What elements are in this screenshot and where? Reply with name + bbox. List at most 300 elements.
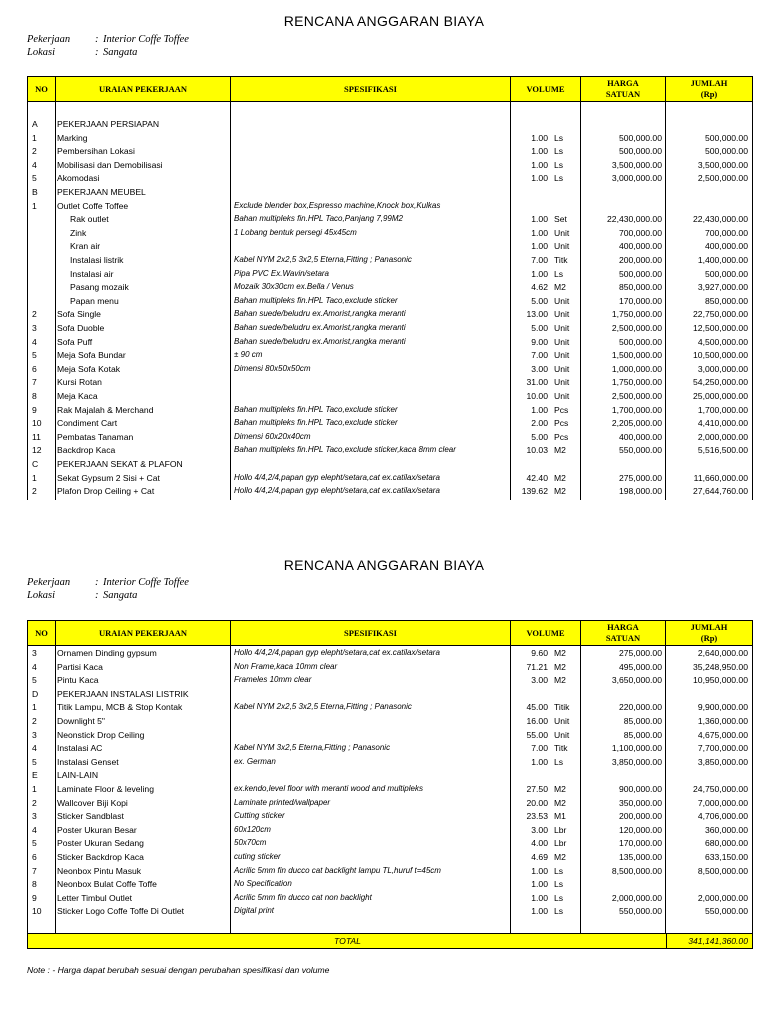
row-amount: 10,950,000.00 xyxy=(693,675,748,686)
table-row xyxy=(28,349,752,363)
row-amount: 12,500,000.00 xyxy=(693,323,748,333)
row-unit: Set xyxy=(554,214,567,225)
row-unit: M2 xyxy=(554,852,566,862)
row-unit-price: 3,500,000.00 xyxy=(611,159,662,170)
row-unit: Unit xyxy=(554,309,570,320)
row-unit: Titk xyxy=(554,743,568,754)
row-volume: 1.00 xyxy=(531,132,548,143)
row-unit-price: 220,000.00 xyxy=(618,702,662,713)
row-number: 1 xyxy=(32,200,37,211)
row-unit-price: 8,500,000.00 xyxy=(611,865,662,876)
table-row xyxy=(28,472,752,486)
page-title: RENCANA ANGGARAN BIAYA xyxy=(283,13,485,29)
table-row xyxy=(28,404,752,418)
row-volume: 5.00 xyxy=(531,323,548,333)
row-volume: 7.00 xyxy=(531,743,548,754)
row-unit-price: 495,000.00 xyxy=(618,661,662,672)
row-specification: Non Frame,kaca 10mm clear xyxy=(234,661,338,671)
row-number: 1 xyxy=(32,702,37,713)
table-row xyxy=(28,308,752,322)
row-amount: 22,430,000.00 xyxy=(693,214,748,225)
row-description: PEKERJAAN PERSIAPAN xyxy=(57,119,160,129)
row-description: Condiment Cart xyxy=(57,418,118,429)
row-amount: 5,516,500.00 xyxy=(697,445,748,456)
row-unit: Ls xyxy=(554,132,564,143)
row-volume: 10.03 xyxy=(526,445,548,456)
row-volume: 55.00 xyxy=(526,729,548,740)
row-description: Pembersihan Lokasi xyxy=(57,146,135,157)
row-description: Neonstick Drop Ceiling xyxy=(57,729,145,740)
row-unit-price: 3,850,000.00 xyxy=(611,756,662,767)
table-row xyxy=(28,905,752,919)
row-unit: Ls xyxy=(554,146,564,157)
row-number: 8 xyxy=(32,879,37,890)
total-value: 341,141,360.00 xyxy=(688,936,748,946)
row-unit-price: 700,000.00 xyxy=(618,227,662,238)
row-unit: Ls xyxy=(554,879,564,890)
table-row xyxy=(28,159,752,173)
row-description: Sofa Single xyxy=(57,309,101,320)
table-row xyxy=(28,810,752,824)
row-description: Outlet Coffe Toffee xyxy=(57,200,129,211)
row-volume: 5.00 xyxy=(531,295,548,306)
row-unit: Titk xyxy=(554,255,568,265)
row-description: Pintu Kaca xyxy=(57,675,99,686)
row-unit-price: 170,000.00 xyxy=(618,838,662,849)
row-amount: 4,500,000.00 xyxy=(697,336,748,347)
row-volume: 1.00 xyxy=(531,146,548,157)
row-description: Pembatas Tanaman xyxy=(57,431,134,442)
row-number: A xyxy=(32,119,38,129)
row-amount: 3,927,000.00 xyxy=(697,282,748,293)
row-specification: 1 Lobang bentuk persegi 45x45cm xyxy=(234,227,357,237)
row-volume: 7.00 xyxy=(531,350,548,361)
row-description: Pasang mozaik xyxy=(70,282,129,293)
row-description: Letter Timbul Outlet xyxy=(57,892,132,903)
row-amount: 3,500,000.00 xyxy=(697,159,748,170)
row-amount: 54,250,000.00 xyxy=(693,377,748,388)
pekerjaan-label: Pekerjaan xyxy=(27,577,71,588)
row-volume: 9.60 xyxy=(531,648,548,658)
table-row xyxy=(28,295,752,309)
row-unit-price: 135,000.00 xyxy=(618,852,662,862)
row-description: Meja Kaca xyxy=(57,391,98,401)
row-specification: Cutting sticker xyxy=(234,811,285,821)
row-description: Papan menu xyxy=(70,295,119,306)
row-specification: Dimensi 60x20x40cm xyxy=(234,431,311,441)
row-number: 3 xyxy=(32,323,37,333)
row-unit: Unit xyxy=(554,227,570,238)
row-unit: Ls xyxy=(554,865,564,876)
row-description: Marking xyxy=(57,132,88,143)
table-row xyxy=(28,145,752,159)
row-volume: 42.40 xyxy=(526,472,548,483)
table-row xyxy=(28,715,752,729)
row-unit-price: 1,000,000.00 xyxy=(611,363,662,374)
row-volume: 16.00 xyxy=(526,716,548,726)
row-volume: 1.00 xyxy=(531,906,548,917)
row-specification: Dimensi 80x50x50cm xyxy=(234,363,311,373)
row-volume: 3.00 xyxy=(531,824,548,835)
row-description: Poster Ukuran Sedang xyxy=(57,838,144,849)
table-row xyxy=(28,118,752,132)
table-row xyxy=(28,824,752,838)
meta-separator: : xyxy=(95,34,99,45)
row-number: 4 xyxy=(32,824,37,835)
row-specification: Hollo 4/4,2/4,papan gyp elepht/setara,cat ex.catilax/setara xyxy=(234,472,440,482)
row-description: Partisi Kaca xyxy=(57,661,103,672)
row-unit-price: 1,700,000.00 xyxy=(611,404,662,415)
row-amount: 500,000.00 xyxy=(704,268,748,279)
row-unit-price: 200,000.00 xyxy=(618,811,662,822)
row-unit: Ls xyxy=(554,892,564,903)
row-unit-price: 2,000,000.00 xyxy=(611,892,662,903)
col-jumlah-header: JUMLAH (Rp) xyxy=(690,78,728,99)
row-volume: 1.00 xyxy=(531,214,548,225)
row-specification: Kabel NYM 3x2,5 Eterna,Fitting ; Panasonic xyxy=(234,743,391,753)
row-specification: Hollo 4/4,2/4,papan gyp elepht/setara,cat ex.catilax/setara xyxy=(234,486,440,496)
row-amount: 2,000,000.00 xyxy=(697,892,748,903)
row-unit: M2 xyxy=(554,797,566,808)
row-specification: Laminate printed/wallpaper xyxy=(234,797,331,807)
table-row xyxy=(28,756,752,770)
row-volume: 1.00 xyxy=(531,227,548,238)
table-row xyxy=(28,458,752,472)
row-number: 3 xyxy=(32,811,37,822)
col-spesifikasi-header: SPESIFIKASI xyxy=(231,621,511,645)
row-unit-price: 900,000.00 xyxy=(618,784,662,794)
row-number: 9 xyxy=(32,404,37,415)
row-amount: 550,000.00 xyxy=(704,906,748,917)
row-amount: 360,000.00 xyxy=(704,824,748,835)
row-specification: Bahan suede/beludru ex.Amorist,rangka meranti xyxy=(234,323,406,332)
row-amount: 400,000.00 xyxy=(704,241,748,252)
row-number: 5 xyxy=(32,350,37,361)
col-no-header: NO xyxy=(28,77,56,101)
row-number: 3 xyxy=(32,648,37,658)
row-specification: ex. German xyxy=(234,756,276,766)
row-number: 12 xyxy=(32,445,42,456)
table-row xyxy=(28,661,752,675)
row-amount: 700,000.00 xyxy=(704,227,748,238)
row-description: Meja Sofa Bundar xyxy=(57,350,126,361)
footnote: Note : - Harga dapat berubah sesuai dengan perubahan spesifikasi dan volume xyxy=(27,965,330,975)
budget-table-page-2 xyxy=(27,646,753,933)
row-number: 6 xyxy=(32,852,37,862)
table-row xyxy=(28,878,752,892)
row-description: Instalasi listrik xyxy=(70,255,124,265)
row-description: Wallcover Biji Kopi xyxy=(57,797,128,808)
pekerjaan-value: Interior Coffe Toffee xyxy=(103,577,189,588)
row-number: 2 xyxy=(32,146,37,157)
row-unit: M2 xyxy=(554,661,566,672)
row-unit: Pcs xyxy=(554,431,569,442)
row-volume: 71.21 xyxy=(526,661,548,672)
row-amount: 4,410,000.00 xyxy=(697,418,748,429)
row-volume: 4.00 xyxy=(531,838,548,849)
table-row xyxy=(28,200,752,214)
table-header xyxy=(27,76,753,102)
table-row xyxy=(28,742,752,756)
table-row xyxy=(28,254,752,268)
row-amount: 1,400,000.00 xyxy=(697,255,748,265)
row-unit: Unit xyxy=(554,729,570,740)
row-number: 8 xyxy=(32,391,37,401)
row-volume: 139.62 xyxy=(521,486,548,497)
row-unit: Lbr xyxy=(554,838,567,849)
table-row xyxy=(28,240,752,254)
meta-separator: : xyxy=(95,47,99,58)
project-meta xyxy=(27,576,189,602)
row-description: Sticker Backdrop Kaca xyxy=(57,852,144,862)
row-volume: 13.00 xyxy=(526,309,548,320)
row-unit: M2 xyxy=(554,486,566,497)
row-number: 9 xyxy=(32,892,37,903)
row-volume: 1.00 xyxy=(531,268,548,279)
row-specification: Acrilic 5mm fin ducco cat backlight lampu TL,huruf t=45cm xyxy=(234,865,441,875)
row-unit-price: 3,000,000.00 xyxy=(611,173,662,184)
row-description: Kursi Rotan xyxy=(57,377,102,388)
row-unit: Unit xyxy=(554,377,570,388)
table-row xyxy=(28,322,752,336)
row-specification: Pipa PVC Ex.Wavin/setara xyxy=(234,268,330,278)
row-amount: 4,675,000.00 xyxy=(697,729,748,740)
row-number: D xyxy=(32,688,39,699)
table-row xyxy=(28,837,752,851)
row-description: Meja Sofa Kotak xyxy=(57,363,121,374)
row-number: 4 xyxy=(32,743,37,754)
table-row xyxy=(28,865,752,879)
row-volume: 23.53 xyxy=(526,811,548,822)
row-unit-price: 3,650,000.00 xyxy=(611,675,662,686)
row-unit-price: 500,000.00 xyxy=(618,336,662,347)
row-number: 5 xyxy=(32,173,37,184)
table-row xyxy=(28,213,752,227)
row-volume: 1.00 xyxy=(531,892,548,903)
table-row xyxy=(28,172,752,186)
row-number: 4 xyxy=(32,336,37,347)
table-header xyxy=(27,620,753,646)
row-description: Titik Lampu, MCB & Stop Kontak xyxy=(57,702,183,713)
row-unit-price: 400,000.00 xyxy=(618,241,662,252)
table-row xyxy=(28,769,752,783)
row-description: Downlight 5" xyxy=(57,716,105,726)
row-volume: 1.00 xyxy=(531,404,548,415)
row-volume: 9.00 xyxy=(531,336,548,347)
row-number: 7 xyxy=(32,865,37,876)
row-specification: Acrilic 5mm fin ducco cat non backlight xyxy=(234,892,372,902)
table-row xyxy=(28,444,752,458)
row-amount: 850,000.00 xyxy=(704,295,748,306)
row-amount: 4,706,000.00 xyxy=(697,811,748,822)
row-unit-price: 350,000.00 xyxy=(618,797,662,808)
lokasi-label: Lokasi xyxy=(27,47,56,58)
project-meta xyxy=(27,33,189,59)
row-amount: 8,500,000.00 xyxy=(697,865,748,876)
row-volume: 1.00 xyxy=(531,173,548,184)
row-number: 1 xyxy=(32,472,37,483)
row-volume: 20.00 xyxy=(526,797,548,808)
row-amount: 9,900,000.00 xyxy=(697,702,748,713)
row-amount: 3,850,000.00 xyxy=(697,756,748,767)
row-number: 2 xyxy=(32,309,37,320)
pekerjaan-label: Pekerjaan xyxy=(27,34,71,45)
row-amount: 35,248,950.00 xyxy=(693,661,748,672)
col-spesifikasi-header: SPESIFIKASI xyxy=(231,77,511,101)
row-description: Neonbox Pintu Masuk xyxy=(57,865,142,876)
row-unit: M2 xyxy=(554,472,566,483)
row-unit-price: 1,750,000.00 xyxy=(611,377,662,388)
row-description: Neonbox Bulat Coffe Toffe xyxy=(57,879,157,890)
row-unit: Ls xyxy=(554,159,564,170)
row-amount: 3,000,000.00 xyxy=(697,363,748,374)
row-volume: 45.00 xyxy=(526,702,548,713)
row-volume: 3.00 xyxy=(531,675,548,686)
row-number: E xyxy=(32,770,38,781)
col-no-header: NO xyxy=(28,621,56,645)
row-unit: M2 xyxy=(554,784,566,794)
row-specification: No Specification xyxy=(234,879,292,889)
row-unit-price: 850,000.00 xyxy=(618,282,662,293)
row-number: 2 xyxy=(32,716,37,726)
row-unit-price: 2,205,000.00 xyxy=(611,418,662,429)
row-amount: 2,000,000.00 xyxy=(697,431,748,442)
row-specification: Digital print xyxy=(234,906,275,916)
row-unit-price: 198,000.00 xyxy=(618,486,662,497)
row-specification: 60x120cm xyxy=(234,824,271,834)
row-specification: Mozaik 30x30cm ex.Bella / Venus xyxy=(234,282,354,292)
row-number: 2 xyxy=(32,797,37,808)
row-specification: Bahan suede/beludru ex.Amorist,rangka meranti xyxy=(234,336,406,346)
table-row xyxy=(28,376,752,390)
row-amount: 24,750,000.00 xyxy=(693,784,748,794)
table-row xyxy=(28,132,752,146)
row-amount: 1,360,000.00 xyxy=(697,716,748,726)
row-description: Sticker Sandblast xyxy=(57,811,124,822)
row-specification: cuting sticker xyxy=(234,852,281,861)
row-unit: Unit xyxy=(554,295,570,306)
row-description: Backdrop Kaca xyxy=(57,445,116,456)
row-description: PEKERJAAN INSTALASI LISTRIK xyxy=(57,688,189,699)
lokasi-value: Sangata xyxy=(103,47,138,58)
page-title: RENCANA ANGGARAN BIAYA xyxy=(283,557,485,573)
row-amount: 11,660,000.00 xyxy=(693,472,748,483)
row-specification: 50x70cm xyxy=(234,838,267,848)
table-row xyxy=(28,336,752,350)
pekerjaan-value: Interior Coffe Toffee xyxy=(103,34,189,45)
row-number: 5 xyxy=(32,838,37,849)
col-volume-header: VOLUME xyxy=(511,77,581,101)
table-row xyxy=(28,851,752,865)
row-volume: 1.00 xyxy=(531,159,548,170)
row-specification: Exclude blender box,Espresso machine,Knock box,Kulkas xyxy=(234,200,441,210)
table-row xyxy=(28,797,752,811)
row-specification: ± 90 cm xyxy=(234,350,263,360)
row-unit-price: 1,100,000.00 xyxy=(611,743,662,754)
row-unit: Lbr xyxy=(554,824,567,835)
row-specification: Bahan multipleks fin.HPL Taco,exclude sticker xyxy=(234,295,398,305)
row-amount: 7,700,000.00 xyxy=(697,743,748,754)
row-number: C xyxy=(32,459,39,469)
row-unit-price: 2,500,000.00 xyxy=(611,391,662,401)
row-specification: Bahan multipleks fin.HPL Taco,Panjang 7,99M2 xyxy=(234,214,403,224)
lokasi-label: Lokasi xyxy=(27,590,56,601)
row-volume: 1.00 xyxy=(531,241,548,252)
meta-separator: : xyxy=(95,577,99,588)
row-amount: 500,000.00 xyxy=(704,132,748,143)
row-unit-price: 85,000.00 xyxy=(623,729,662,740)
row-unit: Ls xyxy=(554,268,564,279)
col-uraian-header: URAIAN PEKERJAAN xyxy=(56,77,231,101)
row-amount: 27,644,760.00 xyxy=(693,486,748,497)
row-volume: 4.62 xyxy=(531,282,548,293)
table-row xyxy=(28,186,752,200)
row-unit-price: 500,000.00 xyxy=(618,146,662,157)
row-unit: Pcs xyxy=(554,418,569,429)
row-number: 2 xyxy=(32,486,37,497)
row-description: PEKERJAAN MEUBEL xyxy=(57,187,146,197)
row-specification: Bahan suede/beludru ex.Amorist,rangka meranti xyxy=(234,309,406,319)
row-number: 11 xyxy=(32,431,41,442)
row-unit: Unit xyxy=(554,716,570,726)
row-unit-price: 1,500,000.00 xyxy=(611,350,662,361)
table-row xyxy=(28,431,752,445)
row-volume: 7.00 xyxy=(531,255,548,265)
row-description: Instalasi AC xyxy=(57,743,103,754)
row-specification: Hollo 4/4,2/4,papan gyp elepht/setara,cat ex.catilax/setara xyxy=(234,648,440,657)
row-unit-price: 22,430,000.00 xyxy=(607,214,662,225)
row-unit-price: 500,000.00 xyxy=(618,132,662,143)
row-description: Akomodasi xyxy=(57,173,100,184)
lokasi-value: Sangata xyxy=(103,590,138,601)
row-amount: 633,150.00 xyxy=(704,852,748,862)
row-unit: Pcs xyxy=(554,404,569,415)
row-amount: 10,500,000.00 xyxy=(693,350,748,361)
row-specification: Frameles 10mm clear xyxy=(234,675,312,685)
row-volume: 4.69 xyxy=(531,852,548,862)
row-description: Ornamen Dinding gypsum xyxy=(57,648,157,658)
row-volume: 1.00 xyxy=(531,756,548,767)
row-unit: Ls xyxy=(554,756,564,767)
table-row xyxy=(28,701,752,715)
col-harga-header: HARGA SATUAN xyxy=(581,77,666,101)
row-volume: 10.00 xyxy=(526,391,548,401)
row-volume: 27.50 xyxy=(526,784,548,794)
row-unit: Unit xyxy=(554,323,570,333)
row-unit: Ls xyxy=(554,173,564,184)
row-description: Sofa Duoble xyxy=(57,323,105,333)
row-unit: Unit xyxy=(554,336,570,347)
col-uraian-header: URAIAN PEKERJAAN xyxy=(56,621,231,645)
row-volume: 5.00 xyxy=(531,431,548,442)
row-amount: 22,750,000.00 xyxy=(693,309,748,320)
row-description: Sekat Gypsum 2 Sisi + Cat xyxy=(57,472,160,483)
row-unit-price: 400,000.00 xyxy=(618,431,662,442)
row-number: 7 xyxy=(32,377,37,388)
col-volume-header: VOLUME xyxy=(511,621,581,645)
table-row xyxy=(28,363,752,377)
row-unit-price: 550,000.00 xyxy=(618,445,662,456)
table-row xyxy=(28,390,752,404)
total-row xyxy=(27,933,753,949)
total-label: TOTAL xyxy=(334,936,361,946)
row-number: 5 xyxy=(32,675,37,686)
row-unit: M2 xyxy=(554,445,566,456)
table-row xyxy=(28,417,752,431)
col-harga-header: HARGA SATUAN xyxy=(581,621,666,645)
col-jumlah-header: JUMLAH (Rp) xyxy=(690,622,728,643)
row-specification: Bahan multipleks fin.HPL Taco,exclude sticker,kaca 8mm clear xyxy=(234,445,456,455)
